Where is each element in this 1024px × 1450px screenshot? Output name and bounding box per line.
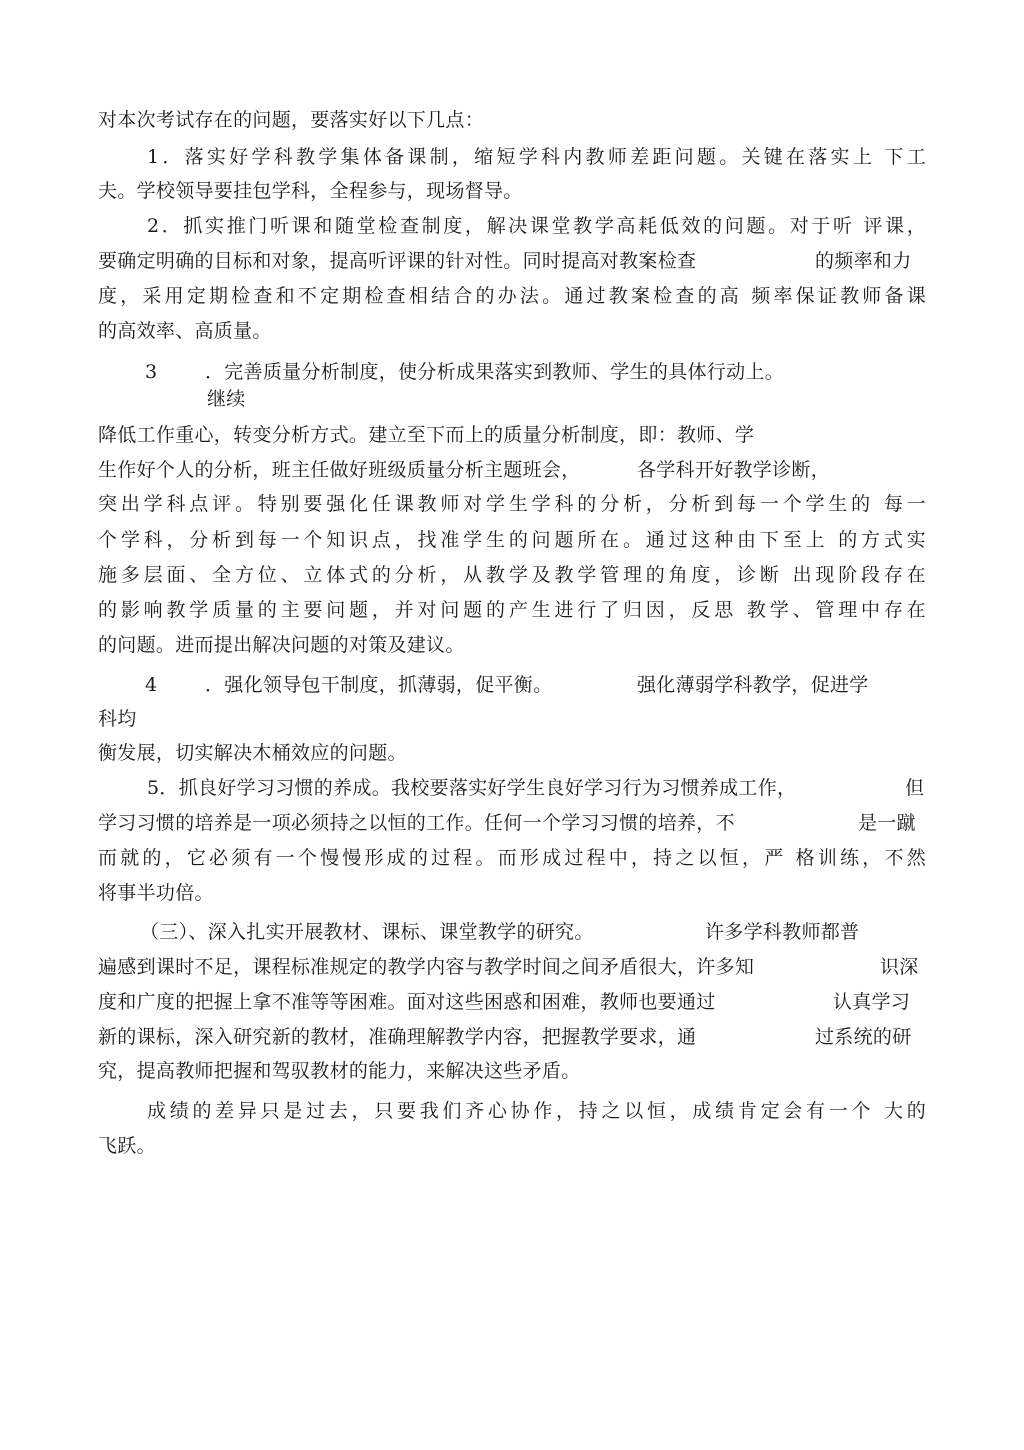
text-line: 各学科开好教学诊断， <box>637 459 831 481</box>
text-line: 2．抓实推门听课和随堂检查制度，解决课堂教学高耗低效的问题。对于听 评课， <box>147 215 926 237</box>
text-line: 过系统的研 <box>815 1026 912 1048</box>
text-line: 3 <box>145 361 158 383</box>
text-line: 要确定明确的目标和对象，提高听评课的针对性。同时提高对教案检查 <box>98 250 697 272</box>
text-line: 是一蹴 <box>858 812 916 834</box>
text-line: 究，提高教师把握和驾驭教材的能力，来解决这些矛盾。 <box>98 1060 581 1082</box>
text-line: 突出学科点评。特别要强化任课教师对学生学科的分析，分析到每一个学生的 每一 <box>98 493 926 515</box>
text-line: 夫。学校领导要挂包学科，全程参与，现场督导。 <box>98 180 523 202</box>
text-line: 降低工作重心，转变分析方式。建立至下而上的质量分析制度，即：教师、学 <box>98 424 755 446</box>
text-line: ．完善质量分析制度，使分析成果落实到教师、学生的具体行动上。 <box>205 361 785 383</box>
text-line: 强化薄弱学科教学，促进学 <box>637 674 869 696</box>
text-line: 科均 <box>98 708 137 730</box>
text-line: 遍感到课时不足，课程标准规定的教学内容与教学时间之间矛盾很大，许多知 <box>98 956 755 978</box>
text-line: 1．落实好学科教学集体备课制，缩短学科内教师差距问题。关键在落实上 下工 <box>147 146 926 168</box>
text-line: 许多学科教师都普 <box>705 921 860 943</box>
text-line: 识深 <box>880 956 919 978</box>
text-line: 生作好个人的分析，班主任做好班级质量分析主题班会， <box>98 459 581 481</box>
text-line: 但 <box>905 777 925 799</box>
text-line: 5．抓良好学习习惯的养成。我校要落实好学生良好学习行为习惯养成工作， <box>147 777 797 799</box>
text-line: 的问题。进而提出解决问题的对策及建议。 <box>98 634 465 656</box>
text-line: 衡发展，切实解决木桶效应的问题。 <box>98 742 407 764</box>
text-line: 而就的，它必须有一个慢慢形成的过程。而形成过程中，持之以恒，严 格训练，不然 <box>98 847 926 869</box>
text-line: 成绩的差异只是过去，只要我们齐心协作，持之以恒，成绩肯定会有一个 大的 <box>147 1100 926 1122</box>
text-line: 度和广度的把握上拿不准等等困难。面对这些困惑和困难，教师也要通过 <box>98 991 716 1013</box>
text-line: 新的课标，深入研究新的教材，准确理解教学内容，把握教学要求，通 <box>98 1026 697 1048</box>
text-line: 认真学习 <box>833 991 911 1013</box>
text-line: 施多层面、全方位、立体式的分析，从教学及教学管理的角度，诊断 出现阶段存在 <box>98 564 926 586</box>
text-line: 4 <box>145 674 158 696</box>
text-line: 将事半功倍。 <box>98 882 214 904</box>
text-line: 对本次考试存在的问题，要落实好以下几点： <box>98 109 485 131</box>
text-line: （三）、深入扎实开展教材、课标、课堂教学的研究。 <box>140 921 594 943</box>
text-line: 学习习惯的培养是一项必须持之以恒的工作。任何一个学习习惯的培养，不 <box>98 812 735 834</box>
text-line: ．强化领导包干制度，抓薄弱，促平衡。 <box>205 674 553 696</box>
text-line: 的高效率、高质量。 <box>98 320 272 342</box>
text-line: 飞跃。 <box>98 1135 156 1157</box>
text-line: 度，采用定期检查和不定期检查相结合的办法。通过教案检查的高 频率保证教师备课 <box>98 285 926 307</box>
text-line: 继续 <box>207 388 246 410</box>
text-line: 的频率和力 <box>815 250 912 272</box>
text-line: 个学科，分析到每一个知识点，找准学生的问题所在。通过这种由下至上 的方式实 <box>98 529 926 551</box>
text-line: 的影响教学质量的主要问题，并对问题的产生进行了归因，反思 教学、管理中存在 <box>98 599 926 621</box>
